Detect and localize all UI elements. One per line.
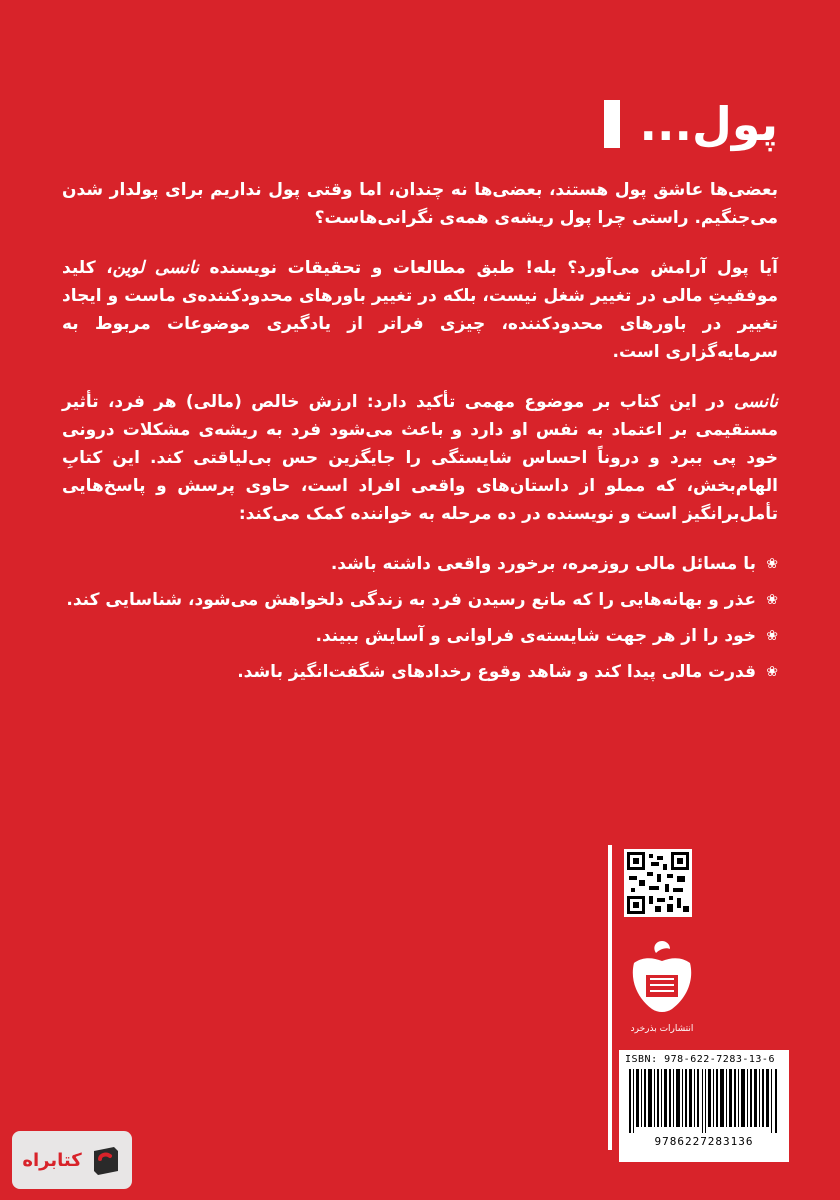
qr-code-icon — [624, 849, 692, 917]
paragraph-2 — [62, 254, 778, 366]
list-item-text: قدرت مالی پیدا کند و شاهد وقوع رخدادهای شگفت‌انگیز باشد. — [237, 662, 756, 682]
list-item-text: عذر و بهانه‌هایی را که مانع رسیدن فرد به زندگی دلخواهش می‌شود، شناسایی کند. — [66, 590, 756, 610]
title-block — [604, 97, 778, 151]
barcode-block — [619, 1050, 789, 1162]
list-item-text: با مسائل مالی روزمره، برخورد واقعی داشته باشد. — [330, 554, 756, 574]
paragraph-3 — [62, 388, 778, 528]
flower-bullet-icon: ❀ — [766, 664, 778, 680]
author-first-name: نانسی — [734, 392, 778, 412]
page-title: پول... — [639, 97, 778, 151]
paragraph-2-part-1: آیا پول آرامش می‌آورد؟ بله! طبق مطالعات و تحقیقات نویسنده — [198, 258, 779, 278]
list-item — [62, 586, 778, 614]
list-item — [62, 622, 778, 650]
ketabrah-label: کتابراه — [22, 1149, 82, 1171]
bullet-list — [62, 550, 778, 686]
back-cover-text — [62, 176, 778, 694]
flower-bullet-icon: ❀ — [766, 592, 778, 608]
barcode-icon — [625, 1069, 783, 1133]
paragraph-1: بعضی‌ها عاشق پول هستند، بعضی‌ها نه چندان، اما وقتی پول نداریم برای پولدار شدن می‌جنگیم. راستی چرا پول ریشه‌ی همه‌ی نگرانی‌هاست؟ — [62, 180, 778, 228]
paragraph-2-part-2: ، کلید موفقیتِ مالی در تغییر شغل نیست، بلکه در تغییر باورهای محدودکننده‌ی ماست و ایجاد تغییر در باورهای محدودکننده، چیزی فراتر از یادگیری موضوعات مربوط به سرمایه‌گزاری است. — [62, 258, 778, 362]
flower-bullet-icon: ❀ — [766, 556, 778, 572]
list-item-text: خود را از هر جهت شایسته‌ی فراوانی و آسایش ببیند. — [315, 626, 756, 646]
title-bar — [604, 100, 620, 148]
list-item — [62, 550, 778, 578]
publisher-name: انتشارات بذرخرد — [630, 1024, 694, 1034]
flower-bullet-icon: ❀ — [766, 628, 778, 644]
author-name: نانسی لوین — [112, 258, 199, 278]
isbn-label: ISBN: 978-622-7283-13-6 — [625, 1054, 775, 1065]
list-item — [62, 658, 778, 686]
publisher-logo-icon — [612, 935, 712, 1025]
ketabrah-badge — [12, 1131, 132, 1189]
ketabrah-logo-icon — [88, 1143, 122, 1177]
barcode-digits: 9786227283136 — [654, 1135, 754, 1148]
paragraph-3-part-1: در این کتاب بر موضوع مهمی تأکید دارد: ارزش خالص (مالی) هر فرد، تأثیر مستقیمی بر اعتماد به نفس او دارد و باعث می‌شود فرد به ریشه‌ی مشکلات درونی خود پی ببرد و دروناً احساس شایستگی را جایگزین حس بی‌لیاقتی کند. این کتابِ الهام‌بخش، که مملو از داستان‌های واقعی افراد است، حاوی پرسش و پاسخ‌هایی تأمل‌برانگیز است و نویسنده در ده مرحله به خواننده کمک می‌کند: — [62, 392, 778, 524]
